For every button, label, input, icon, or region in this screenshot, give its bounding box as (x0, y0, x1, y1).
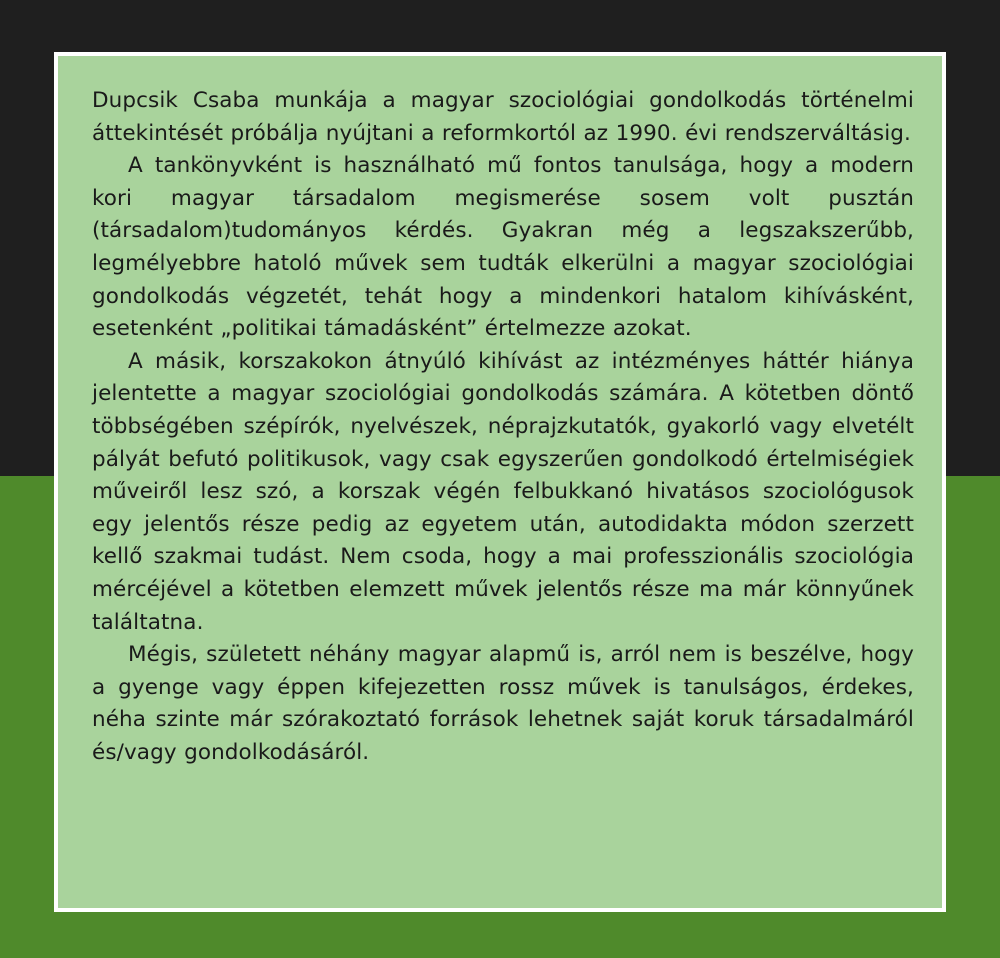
paragraph-4: Mégis, született néhány magyar alapmű is, arról nem is beszélve, hogy a gyenge vagy éppen kifejezetten rossz művek is tanulságos, érdekes, néha szinte már szórakoztató források lehetnek saját koruk társadalmáról és/vagy gondolkodásáról. (92, 642, 914, 765)
paragraph-2: A tankönyvként is használható mű fontos tanulsága, hogy a modern kori magyar társadalom megismerése sosem volt pusztán (társadalom)tudományos kérdés. Gyakran még a legszakszerűbb, legmélyebbre hatoló művek sem tudták elkerülni a magyar szociológiai gondolkodás végzetét, tehát hogy a mindenkori hatalom kihívásként, esetenként „politikai támadásként” értelmezze azokat. (92, 153, 914, 342)
text-panel (54, 52, 946, 912)
blurb-text (92, 85, 914, 769)
paragraph-3: A másik, korszakokon átnyúló kihívást az intézményes háttér hiánya jelentette a magyar szociológiai gondolkodás számára. A kötetben döntő többségében szépírók, nyelvészek, néprajzkutatók, gyakorló vagy elvetélt pályát befutó politikusok, vagy csak egyszerűen gondolkodó értelmiségiek műveiről lesz szó, a korszak végén felbukkanó hivatásos szociológusok egy jelentős része pedig az egyetem után, autodidakta módon szerzett kellő szakmai tudást. Nem csoda, hogy a mai professzionális szociológia mércéjével a kötetben elemzett művek jelentős része ma már könnyűnek találtatna. (92, 348, 914, 635)
paragraph-1: Dupcsik Csaba munkája a magyar szociológiai gondolkodás történelmi áttekintését próbálja nyújtani a reformkortól az 1990. évi rendszerváltásig. (92, 88, 914, 146)
